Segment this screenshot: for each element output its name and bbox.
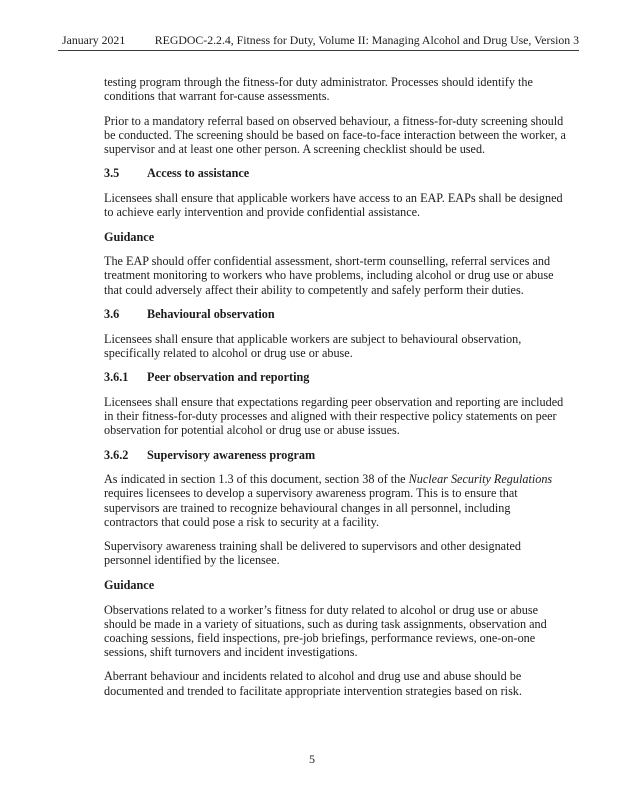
paragraph-observation-situations: Observations related to a worker’s fitness for duty related to alcohol or drug use or abuse should be made in a variety of situations, such as during task assignments, observation and coaching sessions, field inspections, pre-job briefings, performance reviews, one-on-one sessions, shift turnovers and incident investigations. — [104, 602, 547, 659]
section-number: 3.6.1 — [104, 370, 129, 385]
section-heading-3-6-2 — [104, 448, 567, 462]
paragraph-supervisory-awareness — [104, 472, 567, 528]
paragraph-text: As indicated in section 1.3 of this document, section 38 of the — [104, 472, 409, 487]
section-title: Behavioural observation — [147, 307, 275, 322]
paragraph-text: requires licensees to develop a supervisory awareness program. This is to ensure that supervisors are trained to recognize behavioural changes in all personnel, including contractors that could pose a risk to security at a facility. — [104, 486, 518, 529]
paragraph-mandatory-referral: Prior to a mandatory referral based on observed behaviour, a fitness-for-duty screening should be conducted. The screening should be based on face-to-face interaction between the worker, a supervisor and at least one other person. A screening checklist should be used. — [104, 113, 566, 156]
section-heading-3-6-1 — [104, 370, 567, 384]
guidance-heading-1: Guidance — [104, 229, 155, 244]
page-header — [58, 33, 579, 51]
regulation-title-italic: Nuclear Security Regulations — [408, 472, 553, 487]
guidance-heading-2: Guidance — [104, 577, 155, 592]
header-document-title: REGDOC-2.2.4, Fitness for Duty, Volume II: Managing Alcohol and Drug Use, Version 3 — [154, 33, 579, 47]
paragraph-testing-program: testing program through the fitness-for duty administrator. Processes should identify the conditions that warrant for-cause assessments. — [104, 75, 533, 104]
paragraph-eap-services: The EAP should offer confidential assessment, short-term counselling, referral services and treatment monitoring to workers who have problems, including alcohol or drug use or abuse that could adversely affect their ability to competently and safely perform their duties. — [104, 254, 554, 297]
section-title: Supervisory awareness program — [147, 447, 316, 462]
section-title: Access to assistance — [147, 166, 250, 181]
page-number: 5 — [309, 752, 315, 766]
paragraph-peer-observation: Licensees shall ensure that expectations regarding peer observation and reporting are included in their fitness-for-duty processes and aligned with their respective policy statements on peer observation for potential alcohol or drug use or abuse issues. — [104, 395, 564, 438]
section-number: 3.5 — [104, 166, 120, 181]
section-number: 3.6 — [104, 307, 120, 322]
section-title: Peer observation and reporting — [147, 370, 310, 385]
page-footer — [0, 752, 624, 766]
document-body — [104, 75, 567, 708]
header-date: January 2021 — [62, 33, 126, 47]
paragraph-aberrant-behaviour: Aberrant behaviour and incidents related to alcohol and drug use and abuse should be documented and trended to facilitate appropriate intervention strategies based on risk. — [104, 669, 522, 698]
paragraph-supervisory-training: Supervisory awareness training shall be delivered to supervisors and other designated personnel identified by the licensee. — [104, 539, 521, 568]
section-number: 3.6.2 — [104, 447, 129, 462]
paragraph-behavioural-observation: Licensees shall ensure that applicable workers are subject to behavioural observation, specifically related to alcohol or drug use or abuse. — [104, 331, 522, 360]
section-heading-3-5 — [104, 166, 567, 180]
paragraph-eap-access: Licensees shall ensure that applicable workers have access to an EAP. EAPs shall be designed to achieve early intervention and provide confidential assistance. — [104, 191, 563, 220]
section-heading-3-6 — [104, 307, 567, 321]
